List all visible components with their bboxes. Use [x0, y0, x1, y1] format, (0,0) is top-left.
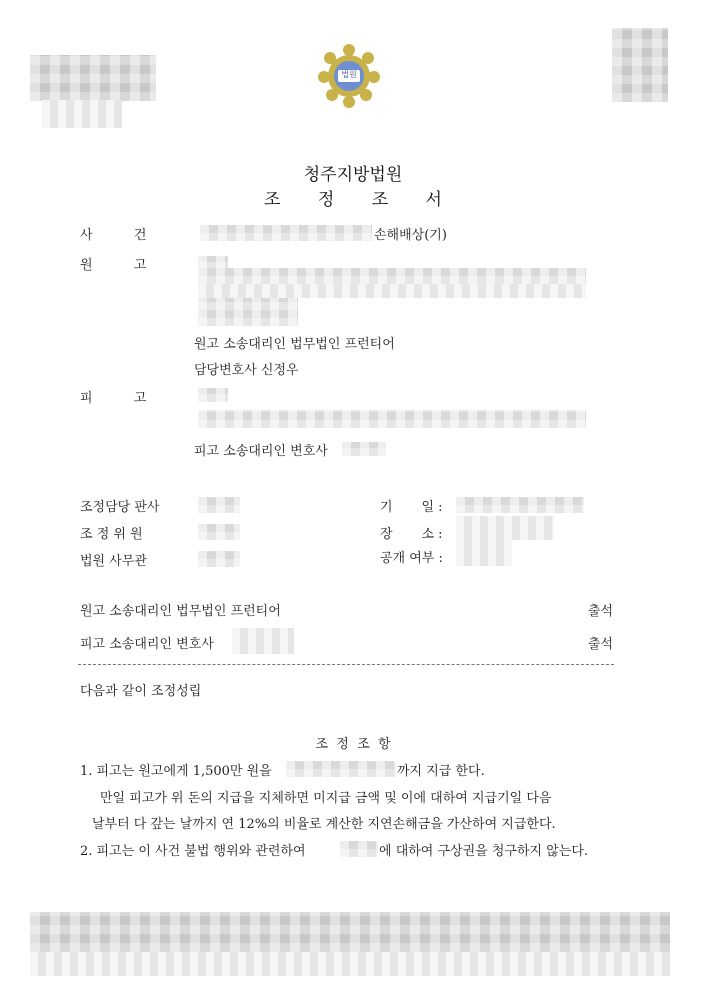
redacted-case-number: [200, 225, 372, 241]
judge-label: 조정담당 판사: [80, 500, 160, 515]
attendance-status-2: 출석: [588, 637, 614, 652]
plaintiff-label: 원 고: [80, 258, 147, 273]
redacted-public: [456, 540, 512, 566]
redacted-footer-lower: [30, 952, 670, 976]
mediation-result: 다음과 같이 조정성립: [80, 684, 202, 699]
court-name: 청주지방법원: [303, 165, 403, 185]
redacted-clerk: [198, 551, 240, 567]
date-label: 기 일 :: [380, 500, 443, 515]
redacted-mediator: [198, 524, 240, 540]
terms-heading: 조 정 조 항: [315, 737, 391, 752]
redacted-plaintiff-detail: [198, 298, 298, 326]
defendant-label: 피 고: [80, 391, 147, 406]
term-2-prefix: 2. 피고는 이 사건 불법 행위와 관련하여: [80, 844, 306, 859]
term-2-suffix: 에 대하여 구상권을 청구하지 않는다.: [379, 844, 589, 859]
attendance-status-1: 출석: [588, 604, 614, 619]
redacted-judge: [198, 497, 240, 513]
term-1-prefix: 1. 피고는 원고에게 1,500만 원을: [80, 764, 272, 779]
redacted-plaintiff-address: [198, 268, 586, 284]
attendance-party-2: 피고 소송대리인 변호사: [80, 637, 214, 652]
divider: [78, 664, 614, 665]
court-seal-icon: [316, 42, 382, 108]
defendant-attorney: 피고 소송대리인 변호사: [194, 444, 328, 459]
plaintiff-attorney: 원고 소송대리인 법무법인 프런티어: [194, 337, 395, 352]
term-1-line-2: 만일 피고가 위 돈의 지급을 지체하면 미지급 금액 및 이에 대하여 지급기일 다음: [100, 791, 552, 806]
redacted-defendant-address: [198, 410, 586, 428]
redacted-header-left: [30, 55, 156, 101]
term-1-line-3: 날부터 다 갚는 날까지 연 12%의 비율로 계산한 지연손해금을 가산하여 지급한다.: [92, 817, 556, 832]
public-label: 공개 여부 :: [380, 551, 443, 566]
redacted-defendant-name: [198, 388, 228, 402]
case-label: 사 건: [80, 228, 147, 243]
mediator-label: 조 정 위 원: [80, 527, 143, 542]
document-title: 조 정 조 서: [264, 190, 458, 210]
seal-label: 법원: [341, 70, 357, 79]
term-1-suffix: 까지 지급 한다.: [397, 764, 485, 779]
redacted-attendance-lawyer: [232, 628, 294, 654]
redacted-term-2: [340, 841, 378, 857]
redacted-footer: [30, 912, 670, 952]
redacted-defendant-lawyer: [342, 442, 386, 456]
case-type: 손해배상(기): [374, 228, 447, 243]
place-label: 장 소 :: [380, 527, 443, 542]
redacted-header-right: [612, 28, 668, 102]
clerk-label: 법원 사무관: [80, 554, 147, 569]
redacted-due-date: [286, 761, 396, 777]
redacted-place: [456, 516, 554, 540]
plaintiff-lawyer: 담당변호사 신정우: [194, 363, 299, 378]
attendance-party-1: 원고 소송대리인 법무법인 프런티어: [80, 604, 281, 619]
redacted-date: [456, 497, 584, 513]
redacted-header-left-lower: [42, 100, 122, 128]
redacted-plaintiff-address-2: [198, 284, 586, 298]
